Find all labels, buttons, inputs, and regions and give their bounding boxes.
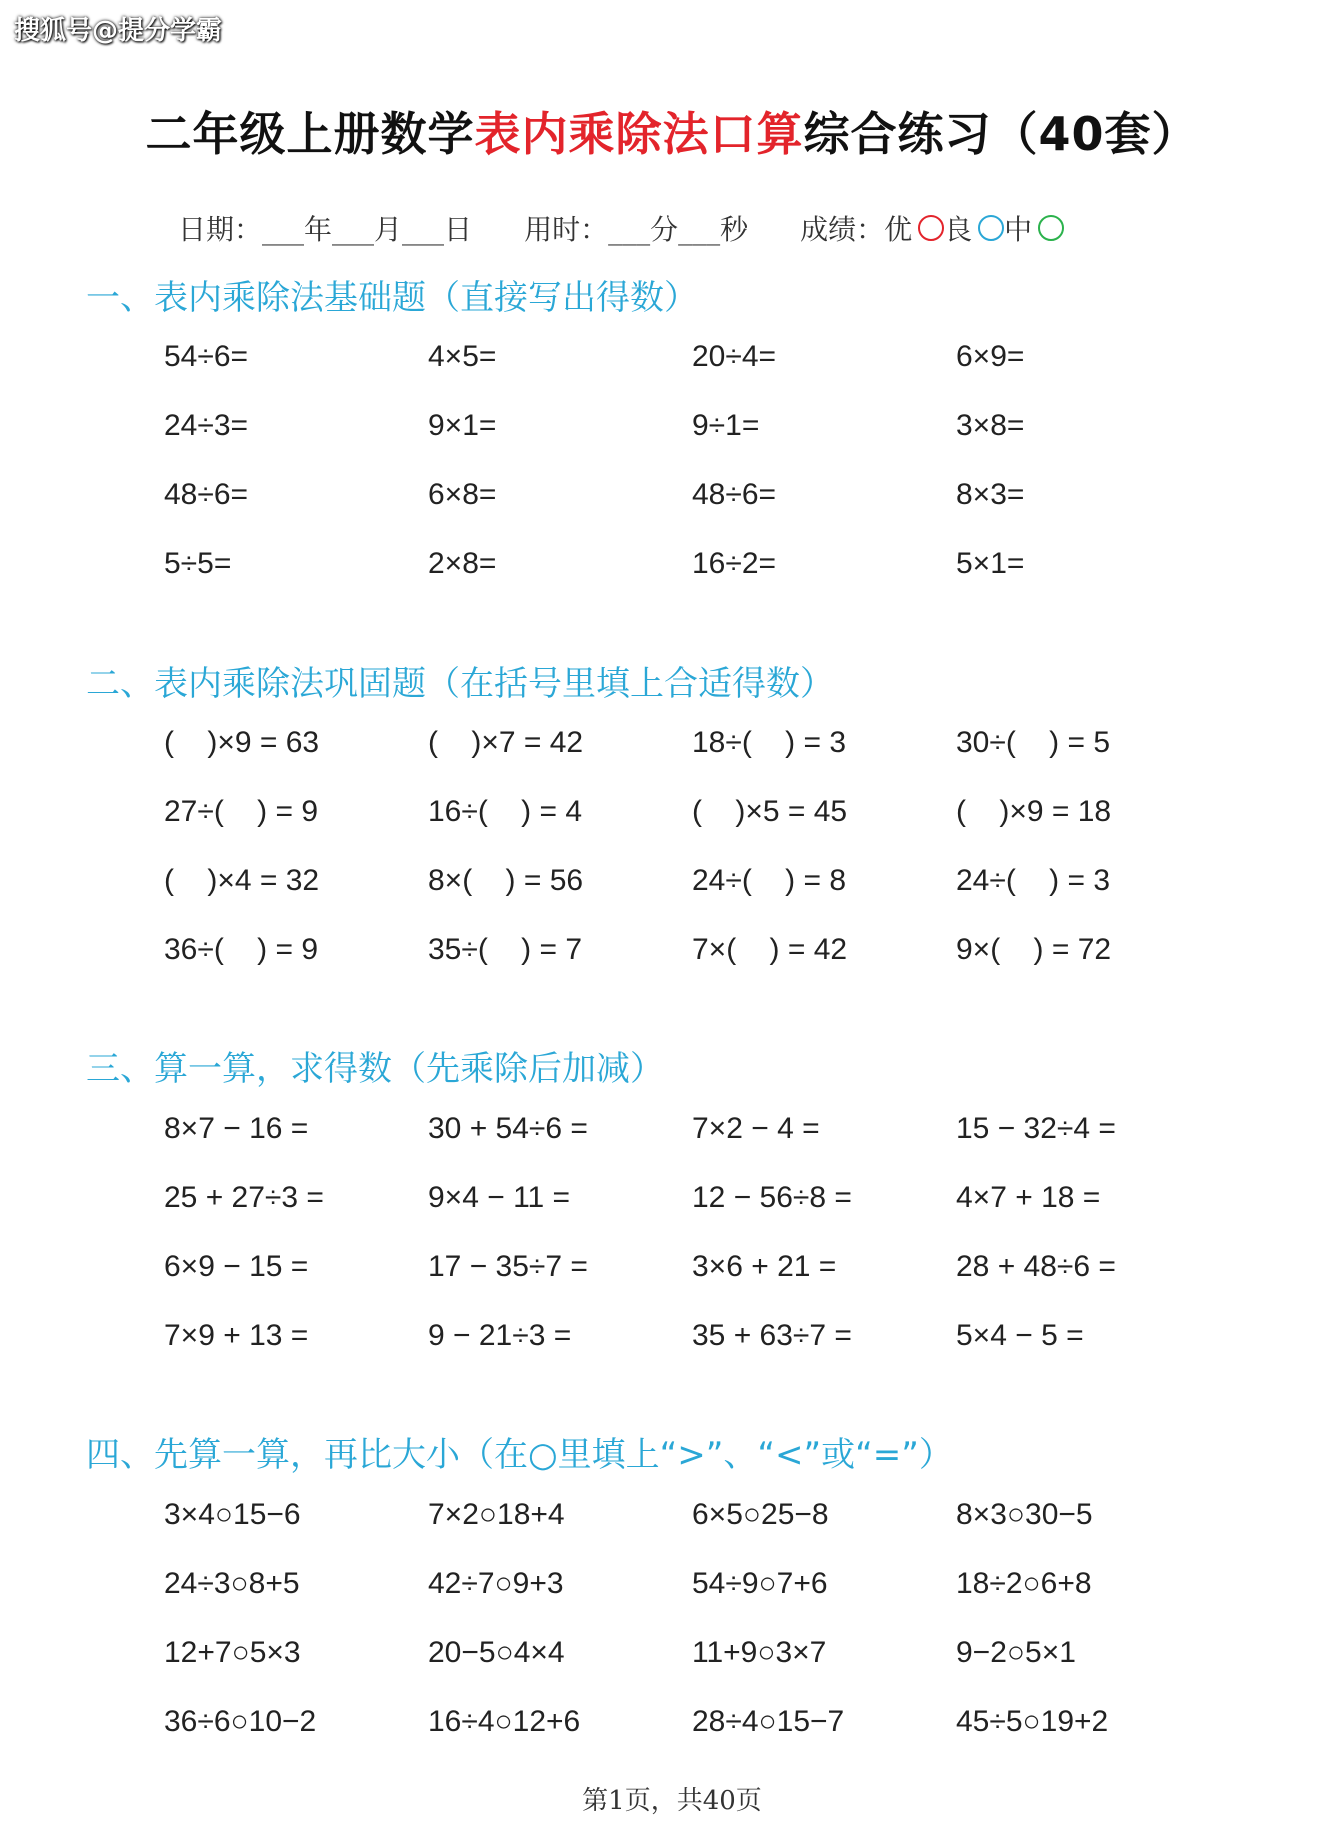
problem: 30÷( ) = 5 (956, 726, 1111, 759)
problem: 11+9○3×7 (692, 1636, 827, 1669)
circle-green-icon (1038, 215, 1064, 241)
problem: 8×( ) = 56 (428, 864, 584, 897)
problem: 7×( ) = 42 (692, 933, 848, 966)
table-row (164, 1705, 1224, 1774)
table-row (164, 1636, 1224, 1705)
circle-blue-icon (978, 215, 1004, 241)
problem: 35 + 63÷7 = (692, 1319, 852, 1352)
problem: 28÷4○15−7 (692, 1705, 845, 1738)
problem: 24÷( ) = 3 (956, 864, 1111, 897)
table-row (164, 726, 1224, 795)
problem: 5×4 − 5 = (956, 1319, 1084, 1352)
problem: ( )×7 = 42 (428, 726, 584, 759)
table-row (164, 864, 1224, 933)
section-grid-3 (164, 1112, 1224, 1388)
problem: 20−5○4×4 (428, 1636, 565, 1669)
date-year: ___年 (262, 213, 333, 246)
time-label: 用时： (524, 213, 609, 246)
problem: 16÷2= (692, 547, 777, 580)
table-row (164, 478, 1224, 547)
problem: 24÷( ) = 8 (692, 864, 847, 897)
date-label: 日期： (178, 213, 263, 246)
problem: 48÷6= (692, 478, 777, 511)
problem: 28 + 48÷6 = (956, 1250, 1116, 1283)
table-row (164, 409, 1224, 478)
section-grid-2 (164, 726, 1224, 1002)
page-footer: 第1页，共40页 (582, 1786, 762, 1816)
problem: 48÷6= (164, 478, 249, 511)
time-minutes: ___分 (608, 213, 679, 246)
problem: 9−2○5×1 (956, 1636, 1076, 1669)
problem: 24÷3○8+5 (164, 1567, 300, 1600)
problem: 5×1= (956, 547, 1025, 580)
table-row (164, 933, 1224, 1002)
problem: 3×6 + 21 = (692, 1250, 837, 1283)
problem: 6×8= (428, 478, 497, 511)
problem: 6×9= (956, 340, 1025, 373)
problem: 25 + 27÷3 = (164, 1181, 324, 1214)
problem: 45÷5○19+2 (956, 1705, 1109, 1738)
problem: 12 − 56÷8 = (692, 1181, 852, 1214)
problem: 9×4 − 11 = (428, 1181, 571, 1214)
table-row (164, 547, 1224, 616)
problem: ( )×9 = 63 (164, 726, 320, 759)
problem: 4×5= (428, 340, 497, 373)
section-grid-4 (164, 1498, 1224, 1774)
problem: 9÷1= (692, 409, 760, 442)
problem: 8×7 − 16 = (164, 1112, 309, 1145)
date-month: ___月 (332, 213, 403, 246)
date-day: ___日 (402, 213, 473, 246)
problem: 18÷( ) = 3 (692, 726, 847, 759)
problem: 12+7○5×3 (164, 1636, 301, 1669)
title-suffix: 综合练习（40套） (803, 107, 1199, 161)
problem: 15 − 32÷4 = (956, 1112, 1116, 1145)
problem: 2×8= (428, 547, 497, 580)
problem: 9×1= (428, 409, 497, 442)
table-row (164, 795, 1224, 864)
problem: ( )×4 = 32 (164, 864, 320, 897)
section-title-1: 一、表内乘除法基础题（直接写出得数） (86, 278, 698, 318)
circle-red-icon (918, 215, 944, 241)
problem: 3×4○15−6 (164, 1498, 301, 1531)
score-label: 成绩： (800, 213, 885, 246)
section-title-2: 二、表内乘除法巩固题（在括号里填上合适得数） (86, 664, 834, 704)
problem: 8×3= (956, 478, 1025, 511)
table-row (164, 1112, 1224, 1181)
watermark: 搜狐号@提分学霸 (14, 16, 223, 46)
table-row (164, 1498, 1224, 1567)
grade-good: 良 (944, 213, 973, 246)
grade-fair: 中 (1004, 213, 1033, 246)
meta-line (178, 208, 1064, 248)
problem: 30 + 54÷6 = (428, 1112, 588, 1145)
problem: 17 − 35÷7 = (428, 1250, 588, 1283)
problem: 54÷6= (164, 340, 249, 373)
problem: 6×9 − 15 = (164, 1250, 309, 1283)
problem: ( )×9 = 18 (956, 795, 1112, 828)
section-title-3: 三、算一算，求得数（先乘除后加减） (86, 1049, 664, 1089)
problem: 35÷( ) = 7 (428, 933, 583, 966)
time-seconds: ___秒 (678, 213, 749, 246)
problem: 9×( ) = 72 (956, 933, 1112, 966)
problem: 36÷6○10−2 (164, 1705, 317, 1738)
problem: 16÷( ) = 4 (428, 795, 583, 828)
problem: 7×2 − 4 = (692, 1112, 820, 1145)
table-row (164, 340, 1224, 409)
problem: 27÷( ) = 9 (164, 795, 319, 828)
problem: 54÷9○7+6 (692, 1567, 828, 1600)
title-highlight: 表内乘除法口算 (474, 107, 804, 161)
section-grid-1 (164, 340, 1224, 616)
problem: 3×8= (956, 409, 1025, 442)
section-title-4: 四、先算一算，再比大小（在○里填上“>”、“<”或“=”） (86, 1435, 953, 1475)
grade-excellent: 优 (884, 213, 913, 246)
problem: 18÷2○6+8 (956, 1567, 1092, 1600)
problem: 20÷4= (692, 340, 777, 373)
problem: 5÷5= (164, 547, 232, 580)
title-prefix: 二年级上册数学 (145, 107, 475, 161)
problem: 7×9 + 13 = (164, 1319, 309, 1352)
table-row (164, 1319, 1224, 1388)
problem: 4×7 + 18 = (956, 1181, 1101, 1214)
problem: 16÷4○12+6 (428, 1705, 581, 1738)
problem: 36÷( ) = 9 (164, 933, 319, 966)
table-row (164, 1181, 1224, 1250)
problem: 8×3○30−5 (956, 1498, 1093, 1531)
problem: 24÷3= (164, 409, 249, 442)
problem: 9 − 21÷3 = (428, 1319, 572, 1352)
problem: 42÷7○9+3 (428, 1567, 564, 1600)
table-row (164, 1250, 1224, 1319)
problem: ( )×5 = 45 (692, 795, 848, 828)
problem: 7×2○18+4 (428, 1498, 565, 1531)
page-title (0, 98, 1344, 164)
table-row (164, 1567, 1224, 1636)
problem: 6×5○25−8 (692, 1498, 829, 1531)
